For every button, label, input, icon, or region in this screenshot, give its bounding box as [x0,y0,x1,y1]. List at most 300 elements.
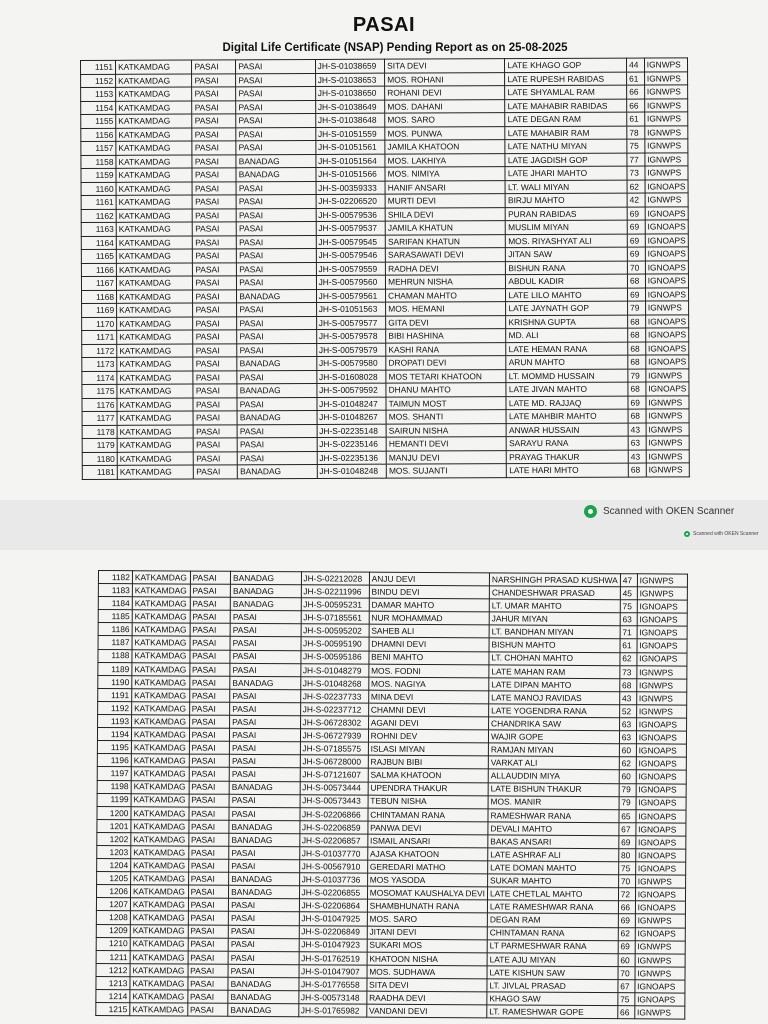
block-cell: KATKAMDAG [117,330,193,344]
pension-id-cell: JH-S-02206855 [299,886,367,900]
serial-no-cell: 1179 [82,438,117,452]
father-husband-name-cell: LATE JAGDISH GOP [505,153,627,167]
father-husband-name-cell: BIRJU MAHTO [505,193,627,207]
village-cell: BANADAG [238,464,317,478]
pension-id-cell: JH-S-01047923 [299,938,367,952]
pension-id-cell: JH-S-00579559 [316,262,386,276]
father-husband-name-cell: LATE NATHU MIYAN [505,139,627,153]
village-cell: PASAI [229,768,299,782]
scheme-cell: IGNOAPS [645,247,688,261]
beneficiary-name-cell: HEMANTI DEVI [386,437,506,451]
age-cell: 60 [618,953,635,966]
age-cell: 68 [628,355,646,369]
block-cell: KATKAMDAG [117,357,193,371]
father-husband-name-cell: LATE HEMAN RANA [506,342,628,356]
block-cell: KATKAMDAG [117,384,193,398]
village-cell: PASAI [237,437,316,451]
scheme-cell: IGNOAPS [636,718,686,731]
panchayat-cell: PASAI [193,370,237,384]
beneficiary-name-cell: MOS. SUJANTI [386,464,506,478]
panchayat-cell: PASAI [192,127,236,141]
father-husband-name-cell: MOS. RIYASHYAT ALI [506,234,628,248]
pension-id-cell: JH-S-01051559 [315,127,385,141]
pension-id-cell: JH-S-02206859 [299,821,367,835]
father-husband-name-cell: LATE JIVAN MAHTO [506,382,628,396]
beneficiary-name-cell: DROPATI DEVI [386,356,506,370]
pending-report-table-2 [95,570,688,1020]
age-cell: 80 [618,849,635,862]
pension-id-cell: JH-S-02212028 [301,572,369,586]
father-husband-name-cell: LT. UMAR MAHTO [489,599,620,613]
block-cell: KATKAMDAG [132,662,190,675]
pension-id-cell: JH-S-00579537 [316,221,386,235]
village-cell: BANADAG [228,990,298,1004]
panchayat-cell: PASAI [192,73,236,87]
pension-id-cell: JH-S-01048247 [317,397,387,411]
panchayat-cell: PASAI [188,846,229,859]
panchayat-cell: PASAI [192,87,236,101]
beneficiary-name-cell: JAMILA KHATOON [385,140,505,154]
scheme-cell: IGNWPS [645,166,688,180]
village-cell: PASAI [237,248,316,262]
father-husband-name-cell: LATE MANOJ RAVIDAS [489,691,620,705]
serial-no-cell: 1159 [81,168,116,182]
village-cell: PASAI [229,846,299,860]
father-husband-name-cell: LATE ASHRAF ALI [488,848,619,862]
block-cell: KATKAMDAG [116,182,192,196]
father-husband-name-cell: ALLAUDDIN MIYA [488,769,619,783]
block-cell: KATKAMDAG [132,584,190,597]
block-cell: KATKAMDAG [132,702,190,715]
scheme-cell: IGNOAPS [637,600,687,613]
serial-no-cell: 1200 [97,806,131,819]
beneficiary-name-cell: ROHNI DEV [368,729,488,743]
scheme-cell: IGNOAPS [645,328,688,342]
pension-id-cell: JH-S-00579592 [317,383,387,397]
block-cell: KATKAMDAG [116,249,192,263]
pension-id-cell: JH-S-01038650 [315,86,385,100]
father-husband-name-cell: LATE JAYNATH GOP [506,301,628,315]
age-cell: 71 [620,626,637,639]
scheme-cell: IGNOAPS [637,639,687,652]
age-cell: 69 [628,288,646,302]
father-husband-name-cell: BISHUN MAHTO [489,638,620,652]
block-cell: KATKAMDAG [131,833,189,846]
panchayat-cell: PASAI [189,702,230,715]
document-title: PASAI [352,14,416,36]
beneficiary-name-cell: SAHEB ALI [369,625,489,639]
block-cell: KATKAMDAG [116,236,192,250]
panchayat-cell: PASAI [194,465,238,479]
serial-no-cell: 1205 [97,872,131,885]
father-husband-name-cell: CHANDESHWAR PRASAD [489,586,620,600]
panchayat-cell: PASAI [193,303,237,317]
village-cell: PASAI [236,59,315,73]
pension-id-cell: JH-S-01048268 [300,676,368,690]
scheme-cell: IGNOAPS [635,993,685,1006]
serial-no-cell: 1196 [97,754,131,767]
block-cell: KATKAMDAG [116,222,192,236]
father-husband-name-cell: WAJIR GOPE [488,730,619,744]
beneficiary-name-cell: MURTI DEVI [385,194,505,208]
panchayat-cell: PASAI [193,235,237,249]
serial-no-cell: 1158 [81,155,116,169]
pension-id-cell: JH-S-01051561 [315,140,385,154]
oken-scanner-logo-small-icon [684,531,690,537]
block-cell: KATKAMDAG [131,872,189,885]
block-cell: KATKAMDAG [117,452,193,466]
pension-id-cell: JH-S-02206864 [299,899,367,913]
father-husband-name-cell: SUKAR MAHTO [488,874,619,888]
serial-no-cell: 1213 [96,976,130,989]
panchayat-cell: PASAI [188,859,229,872]
beneficiary-name-cell: MOS. DAHANI [385,99,505,113]
scheme-cell: IGNOAPS [636,770,686,783]
scheme-cell: IGNOAPS [646,355,689,369]
scheme-cell: IGNOAPS [645,260,688,274]
scheme-cell: IGNOAPS [637,626,687,639]
block-cell: KATKAMDAG [116,276,192,290]
village-cell: PASAI [228,951,298,965]
pension-id-cell: JH-S-00595231 [301,598,369,612]
block-cell: KATKAMDAG [132,610,190,623]
panchayat-cell: PASAI [193,289,237,303]
father-husband-name-cell: VARKAT ALI [488,756,619,770]
pension-id-cell: JH-S-01776558 [298,978,366,992]
age-cell: 66 [618,901,635,914]
block-cell: KATKAMDAG [130,911,188,924]
panchayat-cell: PASAI [189,663,230,676]
panchayat-cell: PASAI [193,262,237,276]
panchayat-cell: PASAI [194,438,238,452]
block-cell: KATKAMDAG [116,74,192,88]
panchayat-cell: PASAI [188,977,229,990]
beneficiary-name-cell: UPENDRA THAKUR [368,782,488,796]
beneficiary-name-cell: MINA DEVI [368,690,488,704]
age-cell: 43 [628,450,646,464]
village-cell: PASAI [236,140,315,154]
scheme-cell: IGNWPS [636,705,686,718]
serial-no-cell: 1185 [98,610,132,623]
scheme-cell: IGNWPS [645,152,688,166]
father-husband-name-cell: LATE JHARI MAHTO [505,166,627,180]
age-cell: 67 [619,822,636,835]
panchayat-cell: PASAI [190,637,231,650]
father-husband-name-cell: LATE HARI MHTO [507,463,629,477]
scheme-cell: IGNWPS [646,395,689,409]
scheme-cell: IGNOAPS [645,206,688,220]
serial-no-cell: 1194 [97,728,131,741]
age-cell: 69 [627,220,645,234]
scheme-cell: IGNWPS [637,587,687,600]
beneficiary-name-cell: KHATOON NISHA [367,952,487,966]
panchayat-cell: PASAI [189,820,230,833]
father-husband-name-cell: LATE MAHABIR RAM [505,126,627,140]
panchayat-cell: PASAI [193,276,237,290]
panchayat-cell: PASAI [193,384,237,398]
block-cell: KATKAMDAG [131,741,189,754]
beneficiary-name-cell: MOS YASODA [367,873,487,887]
beneficiary-name-cell: AJASA KHATOON [367,847,487,861]
village-cell: PASAI [237,397,316,411]
village-cell: PASAI [237,343,316,357]
serial-no-cell: 1176 [82,398,117,412]
serial-no-cell: 1157 [81,141,116,155]
pension-id-cell: JH-S-02237733 [300,690,368,704]
serial-no-cell: 1208 [96,911,130,924]
pension-id-cell: JH-S-07185575 [300,742,368,756]
age-cell: 79 [619,783,636,796]
father-husband-name-cell: CHINTAMAN RANA [487,926,618,940]
beneficiary-name-cell: MOSOMAT KAUSHALYA DEVI [367,886,487,900]
panchayat-cell: PASAI [194,424,238,438]
age-cell: 62 [618,927,635,940]
scheme-cell: IGNOAPS [645,179,688,193]
age-cell: 68 [628,409,646,423]
panchayat-cell: PASAI [190,650,231,663]
scheme-cell: IGNOAPS [636,757,686,770]
scheme-cell: IGNOAPS [636,744,686,757]
beneficiary-name-cell: TEBUN NISHA [368,795,488,809]
village-cell: PASAI [230,624,300,638]
pension-id-cell: JH-S-00579560 [316,275,386,289]
age-cell: 68 [620,678,637,691]
beneficiary-name-cell: MOS. SARO [385,113,505,127]
father-husband-name-cell: RAMESHWAR RANA [488,809,619,823]
block-cell: KATKAMDAG [132,675,190,688]
serial-no-cell: 1202 [97,832,131,845]
father-husband-name-cell: SARAYU RANA [507,436,629,450]
village-cell: BANADAG [237,383,316,397]
village-cell: PASAI [237,235,316,249]
panchayat-cell: PASAI [189,754,230,767]
village-cell: BANADAG [230,597,300,611]
father-husband-name-cell: MUSLIM MIYAN [506,220,628,234]
beneficiary-name-cell: VANDANI DEVI [366,1004,486,1018]
pension-id-cell: JH-S-01037736 [299,873,367,887]
age-cell: 68 [628,328,646,342]
panchayat-cell: PASAI [189,689,230,702]
serial-no-cell: 1186 [98,623,132,636]
scheme-cell: IGNWPS [645,139,688,153]
block-cell: KATKAMDAG [116,168,192,182]
village-cell: PASAI [236,113,315,127]
report-title: Digital Life Certificate (NSAP) Pending Report as on 25-08-2025 [222,42,568,54]
pension-id-cell: JH-S-01765982 [298,1004,366,1018]
pension-id-cell: JH-S-01762519 [299,951,367,965]
panchayat-cell: PASAI [193,208,237,222]
scheme-cell: IGNOAPS [645,341,688,355]
father-husband-name-cell: PRAYAG THAKUR [507,450,629,464]
block-cell: KATKAMDAG [117,425,193,439]
age-cell: 69 [618,914,635,927]
serial-no-cell: 1195 [97,741,131,754]
serial-no-cell: 1189 [98,662,132,675]
serial-no-cell: 1174 [82,371,117,385]
panchayat-cell: PASAI [188,885,229,898]
beneficiary-name-cell: ROHANI DEVI [385,86,505,100]
age-cell: 69 [618,940,635,953]
scheme-cell: IGNWPS [635,967,685,980]
serial-no-cell: 1181 [82,465,117,479]
panchayat-cell: PASAI [187,1003,228,1016]
father-husband-name-cell: LATE RAMESHWAR RANA [487,900,618,914]
village-cell: PASAI [237,316,316,330]
age-cell: 69 [627,234,645,248]
pension-id-cell: JH-S-01051563 [316,302,386,316]
father-husband-name-cell: MOS. MANIR [488,795,619,809]
beneficiary-name-cell: MOS. HEMANI [386,302,506,316]
serial-no-cell: 1188 [98,649,132,662]
block-cell: KATKAMDAG [131,859,189,872]
age-cell: 73 [627,166,645,180]
father-husband-name-cell: LT. RAMESHWAR GOPE [487,1005,618,1019]
father-husband-name-cell: NARSHINGH PRASAD KUSHWA [489,573,620,587]
father-husband-name-cell: CHANDRIKA SAW [488,717,619,731]
age-cell: 63 [619,731,636,744]
serial-no-cell: 1170 [82,317,117,331]
panchayat-cell: PASAI [194,411,238,425]
pension-id-cell: JH-S-00579561 [316,289,386,303]
pension-id-cell: JH-S-01048267 [317,410,387,424]
beneficiary-name-cell: AGANI DEVI [368,716,488,730]
panchayat-cell: PASAI [192,100,236,114]
serial-no-cell: 1152 [81,74,116,88]
serial-no-cell: 1167 [81,276,116,290]
father-husband-name-cell: LATE YOGENDRA RANA [489,704,620,718]
beneficiary-name-cell: MOS TETARI KHATOON [386,369,506,383]
block-cell: KATKAMDAG [116,60,192,74]
beneficiary-name-cell: SITA DEVI [367,978,487,992]
village-cell: BANADAG [230,676,300,690]
panchayat-cell: PASAI [192,60,236,74]
pension-id-cell: JH-S-02235136 [317,451,387,465]
village-cell: PASAI [230,702,300,716]
scheme-cell: IGNWPS [645,301,688,315]
village-cell: BANADAG [229,833,299,847]
village-cell: BANADAG [228,977,298,991]
serial-no-cell: 1207 [96,898,130,911]
village-cell: PASAI [237,451,316,465]
village-cell: PASAI [230,663,300,677]
panchayat-cell: PASAI [188,925,229,938]
village-cell: PASAI [236,73,315,87]
scheme-cell: IGNWPS [636,679,686,692]
pension-id-cell: JH-S-02206857 [299,834,367,848]
age-cell: 63 [628,436,646,450]
pension-id-cell: JH-S-01051564 [316,154,386,168]
serial-no-cell: 1172 [82,344,117,358]
pension-id-cell: JH-S-02206849 [299,925,367,939]
village-cell: PASAI [228,912,298,926]
village-cell: PASAI [229,755,299,769]
panchayat-cell: PASAI [193,343,237,357]
serial-no-cell: 1209 [96,924,130,937]
scheme-cell: IGNWPS [637,665,687,678]
panchayat-cell: PASAI [189,767,230,780]
serial-no-cell: 1203 [97,845,131,858]
village-cell: BANADAG [237,410,316,424]
age-cell: 73 [620,665,637,678]
serial-no-cell: 1210 [96,937,130,950]
panchayat-cell: PASAI [190,597,231,610]
scanner-watermark-text: Scanned with OKEN Scanner [603,506,735,517]
table-row [96,1003,685,1020]
pension-id-cell: JH-S-00579579 [316,343,386,357]
panchayat-cell: PASAI [188,898,229,911]
father-husband-name-cell: ANWAR HUSSAIN [506,423,628,437]
village-cell: PASAI [230,611,300,625]
serial-no-cell: 1151 [81,60,116,74]
block-cell: KATKAMDAG [132,689,190,702]
pension-id-cell: JH-S-01047925 [299,912,367,926]
village-cell: PASAI [237,275,316,289]
pension-id-cell: JH-S-00567910 [299,860,367,874]
father-husband-name-cell: ABDUL KADIR [506,274,628,288]
beneficiary-name-cell: JITANI DEVI [367,926,487,940]
age-cell: 61 [627,72,645,86]
block-cell: KATKAMDAG [117,371,193,385]
block-cell: KATKAMDAG [116,155,192,169]
scheme-cell: IGNWPS [635,914,685,927]
block-cell: KATKAMDAG [132,649,190,662]
panchayat-cell: PASAI [192,141,236,155]
beneficiary-name-cell: CHINTAMAN RANA [368,808,488,822]
village-cell: BANADAG [237,289,316,303]
beneficiary-name-cell: MANJU DEVI [386,450,506,464]
age-cell: 66 [618,1006,635,1019]
serial-no-cell: 1214 [96,989,130,1002]
serial-no-cell: 1154 [81,101,116,115]
age-cell: 70 [627,261,645,275]
serial-no-cell: 1156 [81,128,116,142]
village-cell: BANADAG [231,571,301,585]
age-cell: 60 [619,770,636,783]
beneficiary-name-cell: DAMAR MAHTO [369,598,489,612]
beneficiary-name-cell: SUKARI MOS [367,939,487,953]
father-husband-name-cell: LATE MD. RAJJAQ [506,396,628,410]
panchayat-cell: PASAI [193,330,237,344]
beneficiary-name-cell: CHAMAN MAHTO [386,288,506,302]
serial-no-cell: 1168 [82,290,117,304]
scheme-cell: IGNWPS [644,71,687,85]
block-cell: KATKAMDAG [117,344,193,358]
pension-id-cell: JH-S-00579546 [316,248,386,262]
pension-id-cell: JH-S-07185561 [301,611,369,625]
panchayat-cell: PASAI [190,610,231,623]
father-husband-name-cell: LATE MAHABIR RABIDAS [505,99,627,113]
beneficiary-name-cell: CHAMNI DEVI [368,703,488,717]
panchayat-cell: PASAI [194,451,238,465]
father-husband-name-cell: LATE DOMAN MAHTO [488,861,619,875]
block-cell: KATKAMDAG [132,623,190,636]
village-cell: BANADAG [228,1003,298,1017]
serial-no-cell: 1163 [81,222,116,236]
pension-id-cell: JH-S-00595190 [301,637,369,651]
block-cell: KATKAMDAG [116,263,192,277]
block-cell: KATKAMDAG [130,990,188,1003]
pension-id-cell: JH-S-07121607 [300,768,368,782]
scheme-cell: IGNOAPS [636,823,686,836]
village-cell: PASAI [237,370,316,384]
village-cell: BANADAG [229,872,299,886]
block-cell: KATKAMDAG [130,898,188,911]
serial-no-cell: 1191 [98,688,132,701]
scheme-cell: IGNOAPS [636,731,686,744]
age-cell: 63 [620,613,637,626]
pension-id-cell: JH-S-01051566 [316,167,386,181]
beneficiary-name-cell: MOS. NIMIYA [385,167,505,181]
